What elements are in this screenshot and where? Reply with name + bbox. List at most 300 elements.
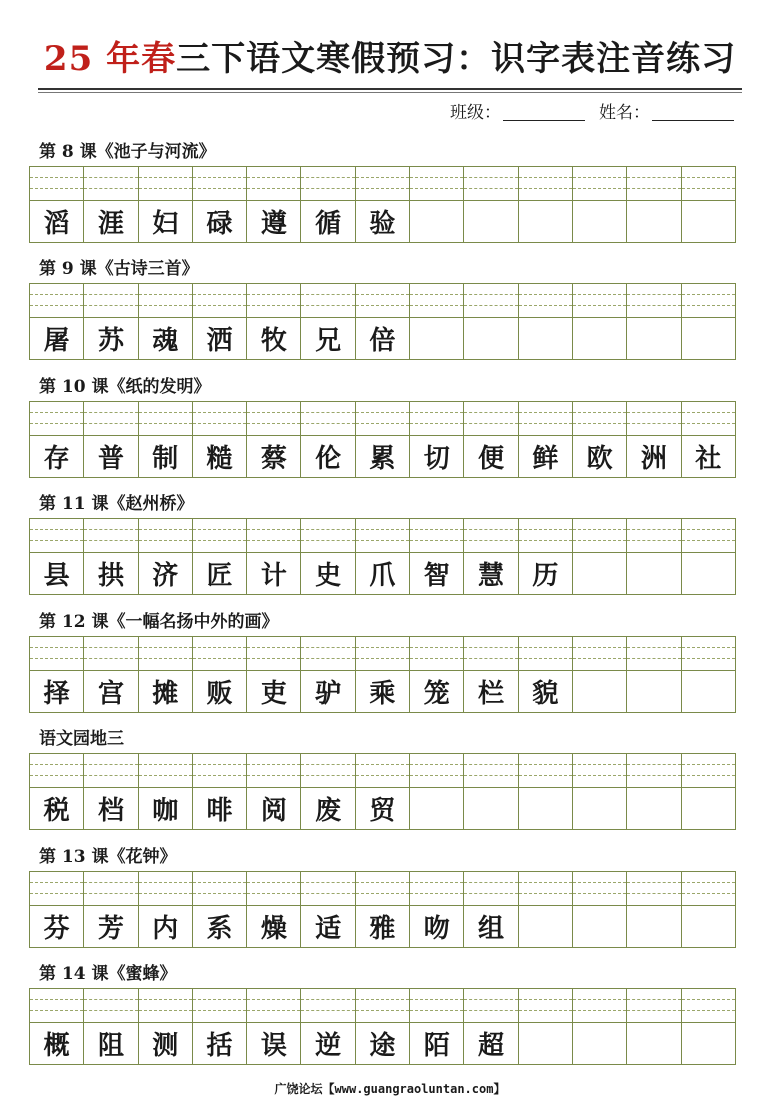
pinyin-lines[interactable] bbox=[356, 167, 409, 201]
pinyin-lines[interactable] bbox=[356, 754, 409, 788]
hanzi-char: 洒 bbox=[206, 326, 233, 356]
class-label: 班级： bbox=[450, 103, 501, 123]
hanzi-char: 慧 bbox=[478, 561, 505, 591]
pinyin-lines[interactable] bbox=[464, 754, 517, 788]
grid-cell bbox=[193, 284, 247, 360]
grid-cell bbox=[410, 284, 464, 360]
pinyin-lines[interactable] bbox=[193, 754, 246, 788]
writing-grid bbox=[29, 753, 736, 830]
hanzi-char: 欧 bbox=[586, 444, 613, 474]
grid-cell bbox=[464, 872, 518, 948]
hanzi-char: 存 bbox=[43, 444, 70, 474]
hanzi-char: 洲 bbox=[640, 444, 667, 474]
hanzi-char: 栏 bbox=[478, 679, 505, 709]
pinyin-lines[interactable] bbox=[84, 402, 137, 436]
pinyin-lines[interactable] bbox=[573, 872, 626, 906]
hanzi-char bbox=[627, 671, 680, 712]
hanzi-char: 滔 bbox=[43, 209, 70, 239]
hanzi-char bbox=[627, 788, 680, 829]
hanzi-char bbox=[627, 318, 680, 359]
pinyin-lines[interactable] bbox=[682, 637, 735, 671]
pinyin-lines[interactable] bbox=[301, 402, 354, 436]
pinyin-lines[interactable] bbox=[410, 284, 463, 318]
pinyin-lines[interactable] bbox=[30, 284, 83, 318]
pinyin-lines[interactable] bbox=[139, 872, 192, 906]
grid-cell bbox=[247, 872, 301, 948]
hanzi-char: 史 bbox=[315, 561, 342, 591]
pinyin-lines[interactable] bbox=[301, 637, 354, 671]
grid-cell bbox=[627, 754, 681, 830]
pinyin-lines[interactable] bbox=[356, 989, 409, 1023]
hanzi-char: 笼 bbox=[423, 679, 450, 709]
writing-grid bbox=[29, 401, 736, 478]
pinyin-lines[interactable] bbox=[193, 519, 246, 553]
hanzi-char: 爪 bbox=[369, 561, 396, 591]
hanzi-char: 济 bbox=[152, 561, 179, 591]
pinyin-lines[interactable] bbox=[573, 989, 626, 1023]
pinyin-lines[interactable] bbox=[139, 167, 192, 201]
hanzi-char bbox=[682, 906, 735, 947]
hanzi-char: 陌 bbox=[423, 1031, 450, 1061]
grid-cell bbox=[139, 284, 193, 360]
pinyin-lines[interactable] bbox=[519, 519, 572, 553]
grid-cell bbox=[410, 872, 464, 948]
pinyin-lines[interactable] bbox=[139, 637, 192, 671]
hanzi-char: 蔡 bbox=[260, 444, 287, 474]
pinyin-lines[interactable] bbox=[139, 402, 192, 436]
grid-cell bbox=[193, 402, 247, 478]
hanzi-char bbox=[519, 318, 572, 359]
pinyin-lines[interactable] bbox=[193, 402, 246, 436]
lesson-section bbox=[29, 843, 736, 948]
hanzi-char: 宫 bbox=[97, 679, 124, 709]
hanzi-char: 牧 bbox=[260, 326, 287, 356]
name-label: 姓名： bbox=[599, 103, 650, 123]
pinyin-lines[interactable] bbox=[410, 989, 463, 1023]
pinyin-lines[interactable] bbox=[356, 284, 409, 318]
grid-cell bbox=[573, 989, 627, 1065]
grid-cell bbox=[30, 402, 84, 478]
hanzi-char: 阻 bbox=[97, 1031, 124, 1061]
hanzi-char bbox=[573, 906, 626, 947]
hanzi-char: 择 bbox=[43, 679, 70, 709]
hanzi-char bbox=[682, 318, 735, 359]
pinyin-lines[interactable] bbox=[627, 637, 680, 671]
pinyin-lines[interactable] bbox=[464, 402, 517, 436]
lesson-title: 第 11 课《赵州桥》 bbox=[39, 494, 194, 514]
grid-cell bbox=[519, 284, 573, 360]
grid-cell bbox=[301, 754, 355, 830]
grid-cell bbox=[519, 872, 573, 948]
grid-cell bbox=[573, 637, 627, 713]
hanzi-char: 内 bbox=[152, 914, 179, 944]
title-text: 三下语文寒假预习：识字表注音练习 bbox=[176, 39, 737, 79]
pinyin-lines[interactable] bbox=[301, 872, 354, 906]
hanzi-char: 途 bbox=[369, 1031, 396, 1061]
hanzi-char: 括 bbox=[206, 1031, 233, 1061]
hanzi-char: 历 bbox=[532, 561, 559, 591]
lesson-section bbox=[29, 960, 736, 1065]
hanzi-char: 组 bbox=[478, 914, 505, 944]
hanzi-char: 阅 bbox=[260, 796, 287, 826]
pinyin-lines[interactable] bbox=[519, 989, 572, 1023]
pinyin-lines[interactable] bbox=[356, 402, 409, 436]
pinyin-lines[interactable] bbox=[30, 637, 83, 671]
pinyin-lines[interactable] bbox=[682, 284, 735, 318]
pinyin-lines[interactable] bbox=[139, 284, 192, 318]
grid-cell bbox=[84, 402, 138, 478]
grid-cell bbox=[84, 754, 138, 830]
grid-cell bbox=[573, 284, 627, 360]
hanzi-char bbox=[573, 553, 626, 594]
hanzi-char: 碌 bbox=[206, 209, 233, 239]
grid-cell bbox=[627, 637, 681, 713]
pinyin-lines[interactable] bbox=[30, 519, 83, 553]
name-field[interactable] bbox=[652, 119, 734, 121]
grid-cell bbox=[30, 637, 84, 713]
hanzi-char bbox=[519, 788, 572, 829]
pinyin-lines[interactable] bbox=[627, 167, 680, 201]
hanzi-char: 档 bbox=[97, 796, 124, 826]
pinyin-lines[interactable] bbox=[247, 754, 300, 788]
pinyin-lines[interactable] bbox=[410, 637, 463, 671]
grid-cell bbox=[519, 519, 573, 595]
hanzi-char: 智 bbox=[423, 561, 450, 591]
grid-cell bbox=[682, 284, 736, 360]
hanzi-char bbox=[573, 201, 626, 242]
hanzi-char bbox=[682, 671, 735, 712]
pinyin-lines[interactable] bbox=[573, 637, 626, 671]
pinyin-lines[interactable] bbox=[84, 284, 137, 318]
grid-cell bbox=[139, 637, 193, 713]
hanzi-char bbox=[410, 788, 463, 829]
grid-cell bbox=[301, 167, 355, 243]
grid-cell bbox=[193, 872, 247, 948]
pinyin-lines[interactable] bbox=[519, 872, 572, 906]
pinyin-lines[interactable] bbox=[682, 989, 735, 1023]
pinyin-lines[interactable] bbox=[193, 167, 246, 201]
hanzi-char: 验 bbox=[369, 209, 396, 239]
pinyin-lines[interactable] bbox=[519, 754, 572, 788]
grid-cell bbox=[519, 989, 573, 1065]
hanzi-char: 概 bbox=[43, 1031, 70, 1061]
pinyin-lines[interactable] bbox=[301, 284, 354, 318]
pinyin-lines[interactable] bbox=[356, 637, 409, 671]
pinyin-lines[interactable] bbox=[247, 284, 300, 318]
writing-grid bbox=[29, 166, 736, 243]
grid-cell bbox=[301, 637, 355, 713]
pinyin-lines[interactable] bbox=[193, 284, 246, 318]
grid-cell bbox=[247, 402, 301, 478]
pinyin-lines[interactable] bbox=[682, 872, 735, 906]
pinyin-lines[interactable] bbox=[84, 167, 137, 201]
lesson-title: 第 13 课《花钟》 bbox=[39, 847, 177, 867]
grid-cell bbox=[193, 989, 247, 1065]
pinyin-lines[interactable] bbox=[682, 754, 735, 788]
grid-cell bbox=[139, 402, 193, 478]
pinyin-lines[interactable] bbox=[410, 402, 463, 436]
grid-cell bbox=[84, 637, 138, 713]
hanzi-char: 制 bbox=[152, 444, 179, 474]
pinyin-lines[interactable] bbox=[627, 402, 680, 436]
hanzi-char: 糙 bbox=[206, 444, 233, 474]
title-rule-thin bbox=[38, 92, 742, 93]
pinyin-lines[interactable] bbox=[247, 637, 300, 671]
hanzi-char bbox=[573, 318, 626, 359]
pinyin-lines[interactable] bbox=[682, 402, 735, 436]
hanzi-char: 贩 bbox=[206, 679, 233, 709]
grid-cell bbox=[627, 989, 681, 1065]
pinyin-lines[interactable] bbox=[519, 402, 572, 436]
pinyin-lines[interactable] bbox=[301, 519, 354, 553]
lesson-section bbox=[29, 255, 736, 360]
pinyin-lines[interactable] bbox=[30, 989, 83, 1023]
grid-cell bbox=[573, 167, 627, 243]
title-rule bbox=[38, 88, 742, 90]
hanzi-char: 咖 bbox=[152, 796, 179, 826]
writing-grid bbox=[29, 283, 736, 360]
grid-cell bbox=[247, 284, 301, 360]
grid-cell bbox=[139, 167, 193, 243]
hanzi-char: 误 bbox=[260, 1031, 287, 1061]
pinyin-lines[interactable] bbox=[30, 872, 83, 906]
grid-cell bbox=[627, 402, 681, 478]
hanzi-char: 屠 bbox=[43, 326, 70, 356]
pinyin-lines[interactable] bbox=[356, 519, 409, 553]
grid-cell bbox=[301, 872, 355, 948]
page-title bbox=[0, 34, 780, 84]
hanzi-char: 啡 bbox=[206, 796, 233, 826]
grid-cell bbox=[84, 872, 138, 948]
grid-cell bbox=[139, 519, 193, 595]
grid-cell bbox=[356, 989, 410, 1065]
grid-cell bbox=[30, 284, 84, 360]
grid-cell bbox=[682, 167, 736, 243]
grid-cell bbox=[301, 402, 355, 478]
lesson-title: 第 9 课《古诗三首》 bbox=[39, 259, 199, 279]
pinyin-lines[interactable] bbox=[139, 754, 192, 788]
hanzi-char: 鲜 bbox=[532, 444, 559, 474]
hanzi-char: 累 bbox=[369, 444, 396, 474]
grid-cell bbox=[464, 284, 518, 360]
grid-cell bbox=[682, 989, 736, 1065]
pinyin-lines[interactable] bbox=[247, 167, 300, 201]
pinyin-lines[interactable] bbox=[301, 167, 354, 201]
pinyin-lines[interactable] bbox=[573, 284, 626, 318]
writing-grid bbox=[29, 636, 736, 713]
pinyin-lines[interactable] bbox=[464, 167, 517, 201]
hanzi-char bbox=[410, 201, 463, 242]
title-year: 25 年春 bbox=[43, 39, 177, 79]
pinyin-lines[interactable] bbox=[519, 284, 572, 318]
grid-cell bbox=[301, 284, 355, 360]
pinyin-lines[interactable] bbox=[356, 872, 409, 906]
grid-cell bbox=[247, 989, 301, 1065]
grid-cell bbox=[30, 167, 84, 243]
grid-cell bbox=[682, 637, 736, 713]
lesson-title: 第 8 课《池子与河流》 bbox=[39, 142, 216, 162]
pinyin-lines[interactable] bbox=[627, 872, 680, 906]
grid-cell bbox=[627, 872, 681, 948]
grid-cell bbox=[464, 637, 518, 713]
pinyin-lines[interactable] bbox=[464, 284, 517, 318]
hanzi-char: 匠 bbox=[206, 561, 233, 591]
grid-cell bbox=[247, 167, 301, 243]
hanzi-char: 驴 bbox=[315, 679, 342, 709]
pinyin-lines[interactable] bbox=[301, 754, 354, 788]
hanzi-char bbox=[410, 318, 463, 359]
pinyin-lines[interactable] bbox=[682, 167, 735, 201]
grid-cell bbox=[682, 519, 736, 595]
hanzi-char: 涯 bbox=[97, 209, 124, 239]
pinyin-lines[interactable] bbox=[410, 519, 463, 553]
hanzi-char: 计 bbox=[260, 561, 287, 591]
hanzi-char bbox=[627, 906, 680, 947]
pinyin-lines[interactable] bbox=[247, 989, 300, 1023]
grid-cell bbox=[682, 402, 736, 478]
hanzi-char: 超 bbox=[478, 1031, 505, 1061]
hanzi-char: 循 bbox=[315, 209, 342, 239]
pinyin-lines[interactable] bbox=[410, 167, 463, 201]
grid-cell bbox=[519, 167, 573, 243]
hanzi-char: 遵 bbox=[260, 209, 287, 239]
grid-cell bbox=[356, 167, 410, 243]
grid-cell bbox=[682, 754, 736, 830]
hanzi-char bbox=[682, 201, 735, 242]
pinyin-lines[interactable] bbox=[301, 989, 354, 1023]
grid-cell bbox=[410, 637, 464, 713]
pinyin-lines[interactable] bbox=[464, 872, 517, 906]
pinyin-lines[interactable] bbox=[247, 872, 300, 906]
pinyin-lines[interactable] bbox=[30, 402, 83, 436]
pinyin-lines[interactable] bbox=[573, 519, 626, 553]
grid-cell bbox=[193, 754, 247, 830]
grid-cell bbox=[30, 872, 84, 948]
pinyin-lines[interactable] bbox=[84, 872, 137, 906]
grid-cell bbox=[84, 284, 138, 360]
pinyin-lines[interactable] bbox=[519, 637, 572, 671]
pinyin-lines[interactable] bbox=[464, 637, 517, 671]
grid-cell bbox=[30, 989, 84, 1065]
grid-cell bbox=[247, 519, 301, 595]
pinyin-lines[interactable] bbox=[682, 519, 735, 553]
hanzi-char: 妇 bbox=[152, 209, 179, 239]
lesson-section bbox=[29, 608, 736, 713]
grid-cell bbox=[410, 402, 464, 478]
pinyin-lines[interactable] bbox=[519, 167, 572, 201]
footer-credit: 广饶论坛【www.guangraoluntan.com】 bbox=[274, 1082, 506, 1096]
grid-cell bbox=[193, 519, 247, 595]
hanzi-char: 吏 bbox=[260, 679, 287, 709]
pinyin-lines[interactable] bbox=[30, 167, 83, 201]
pinyin-lines[interactable] bbox=[84, 754, 137, 788]
pinyin-lines[interactable] bbox=[573, 402, 626, 436]
hanzi-char bbox=[519, 201, 572, 242]
grid-cell bbox=[193, 167, 247, 243]
pinyin-lines[interactable] bbox=[193, 989, 246, 1023]
hanzi-char: 县 bbox=[43, 561, 70, 591]
grid-cell bbox=[573, 754, 627, 830]
lesson-section bbox=[29, 490, 736, 595]
grid-cell bbox=[139, 754, 193, 830]
pinyin-lines[interactable] bbox=[573, 167, 626, 201]
grid-cell bbox=[573, 402, 627, 478]
lesson-section bbox=[29, 373, 736, 478]
grid-cell bbox=[573, 872, 627, 948]
writing-grid bbox=[29, 988, 736, 1065]
hanzi-char: 系 bbox=[206, 914, 233, 944]
grid-cell bbox=[464, 989, 518, 1065]
pinyin-lines[interactable] bbox=[627, 989, 680, 1023]
pinyin-lines[interactable] bbox=[573, 754, 626, 788]
hanzi-char: 魂 bbox=[152, 326, 179, 356]
pinyin-lines[interactable] bbox=[627, 754, 680, 788]
pinyin-lines[interactable] bbox=[627, 284, 680, 318]
pinyin-lines[interactable] bbox=[193, 872, 246, 906]
writing-grid bbox=[29, 871, 736, 948]
grid-cell bbox=[356, 519, 410, 595]
pinyin-lines[interactable] bbox=[139, 989, 192, 1023]
pinyin-lines[interactable] bbox=[247, 519, 300, 553]
grid-cell bbox=[682, 872, 736, 948]
student-info bbox=[450, 100, 734, 126]
lesson-title: 语文园地三 bbox=[39, 729, 124, 749]
pinyin-lines[interactable] bbox=[464, 519, 517, 553]
grid-cell bbox=[627, 167, 681, 243]
grid-cell bbox=[84, 989, 138, 1065]
grid-cell bbox=[356, 402, 410, 478]
hanzi-char bbox=[682, 553, 735, 594]
pinyin-lines[interactable] bbox=[464, 989, 517, 1023]
grid-cell bbox=[356, 754, 410, 830]
hanzi-char: 税 bbox=[43, 796, 70, 826]
pinyin-lines[interactable] bbox=[84, 637, 137, 671]
hanzi-char: 乘 bbox=[369, 679, 396, 709]
grid-cell bbox=[410, 989, 464, 1065]
grid-cell bbox=[410, 519, 464, 595]
pinyin-lines[interactable] bbox=[84, 989, 137, 1023]
hanzi-char: 便 bbox=[478, 444, 505, 474]
pinyin-lines[interactable] bbox=[247, 402, 300, 436]
pinyin-lines[interactable] bbox=[30, 754, 83, 788]
grid-cell bbox=[356, 872, 410, 948]
pinyin-lines[interactable] bbox=[139, 519, 192, 553]
hanzi-char bbox=[627, 1023, 680, 1064]
grid-cell bbox=[84, 519, 138, 595]
grid-cell bbox=[519, 754, 573, 830]
pinyin-lines[interactable] bbox=[84, 519, 137, 553]
hanzi-char: 社 bbox=[695, 444, 722, 474]
pinyin-lines[interactable] bbox=[627, 519, 680, 553]
grid-cell bbox=[30, 754, 84, 830]
hanzi-char bbox=[464, 318, 517, 359]
grid-cell bbox=[464, 754, 518, 830]
hanzi-char bbox=[464, 788, 517, 829]
grid-cell bbox=[247, 637, 301, 713]
pinyin-lines[interactable] bbox=[410, 754, 463, 788]
hanzi-char: 苏 bbox=[97, 326, 124, 356]
grid-cell bbox=[410, 754, 464, 830]
class-field[interactable] bbox=[503, 119, 585, 121]
grid-cell bbox=[139, 872, 193, 948]
hanzi-char: 伦 bbox=[315, 444, 342, 474]
pinyin-lines[interactable] bbox=[410, 872, 463, 906]
hanzi-char: 吻 bbox=[423, 914, 450, 944]
grid-cell bbox=[464, 167, 518, 243]
grid-cell bbox=[464, 402, 518, 478]
pinyin-lines[interactable] bbox=[193, 637, 246, 671]
grid-cell bbox=[410, 167, 464, 243]
